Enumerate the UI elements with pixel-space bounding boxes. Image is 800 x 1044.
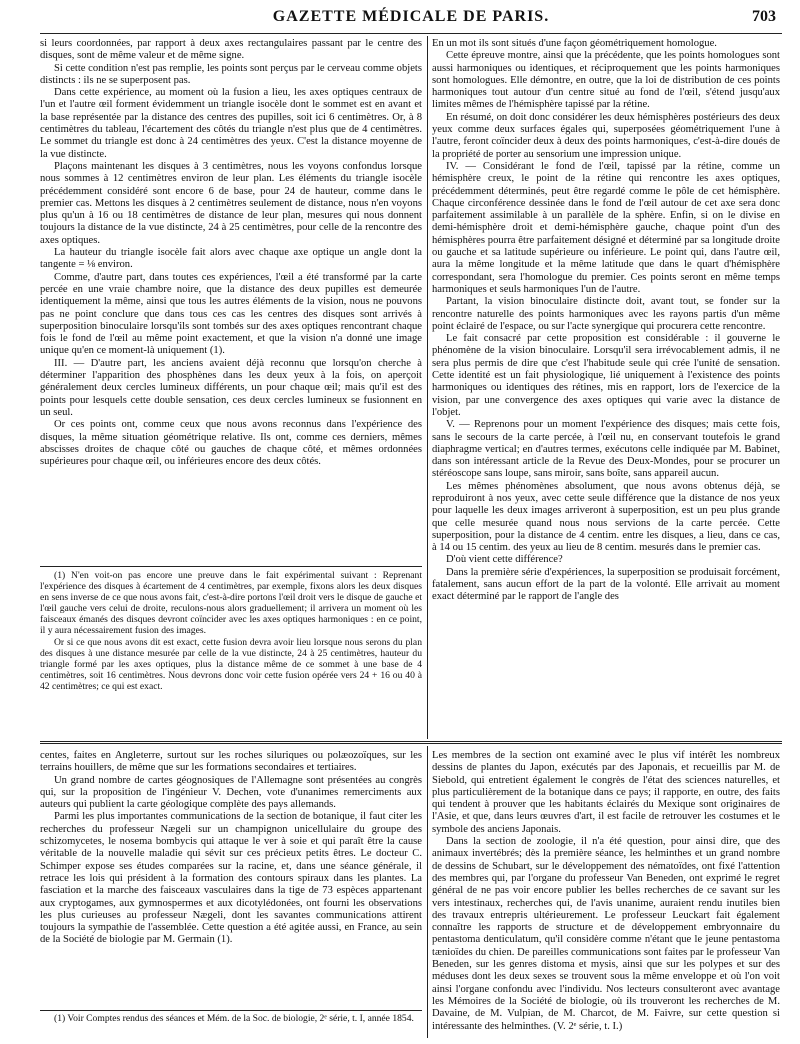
paragraph: D'où vient cette différence? — [446, 554, 563, 566]
footnote-paragraph: (1) N'en voit-on pas encore une preuve dans le fait expérimental suivant : Reprenant l'expérience des disques à écartement de 4 centimètres, par exemple, fixons alors les deux disques en sens inverse de ce que nous avons fait, c'est-à-dire portons l'œil droit vers le disque de gauche et l'œil gauche vers celui de droite, reculons-nous alors graduellement; il arrivera un moment où les faisceaux émanés des disques devront coïncider avec les axes optiques harmoniques : en ce point, il y aura nécessairement fusion des images. — [40, 570, 422, 637]
left-column-bottom — [40, 750, 422, 1005]
footnote-separator — [40, 1010, 422, 1011]
left-column-top — [40, 38, 422, 563]
paragraph: Comme, d'autre part, dans toutes ces expériences, l'œil a été transformé par la carte percée en une vraie chambre noire, que la distance des deux pupilles est demeurée identiquement la même, ainsi que tous les autres éléments de la vision, nous ne pouvons pas ne point conclure que dans tous ces cas les centres des disques sont arrivés à superposition binoculaire lorsqu'ils sont tombés sur des axes optiques rencontrant chaque fois le fond de l'œil au même point exactement, et que la vision n'a donné une image unique qu'en ce moment-là uniquement (1). — [40, 271, 422, 357]
paragraph: En résumé, on doit donc considérer les deux hémisphères postérieurs des deux yeux comme deux surfaces égales qui, superposées géométriquement l'une à l'autre, feront coïncider deux à deux des points harmoniques, c'est-à-dire doués de la propriété de porter au sensorium une impression unique. — [432, 111, 780, 160]
paragraph: Les mêmes phénomènes absolument, que nous avons obtenus déjà, se reproduiront à nos yeux, avec cette seule différence que la distance de nos yeux pour laquelle les deux images arriveront à superposition, est un peu plus grande que celle mesurée quand nous nous servions de la carte percée. Cette superposition, pour la distance de 4 centim. entre les disques, a lieu, dans ce cas, à 14 ou 15 centim. des yeux au lieu de 8 centim. mesurés dans le premier cas. — [432, 480, 780, 554]
right-column-bottom — [432, 750, 780, 1040]
paragraph: En un mot ils sont situés d'une façon géométriquement homologue. — [432, 38, 717, 49]
paragraph: Or ces points ont, comme ceux que nous avons reconnus dans l'expérience des disques, la même situation géométrique relative. Ils ont, comme ces derniers, mêmes abscisses droites de chaque côté ou gauches de chaque côté, et mêmes ordonnées supérieures pour chaque œil, ou inférieures encore des deux côtés. — [40, 419, 422, 468]
paragraph: Plaçons maintenant les disques à 3 centimètres, nous les voyons confondus lorsque nous sommes à 12 centimètres environ de leur plan. Les éléments du triangle isocèle précédemment considéré sont encore 6 de base, pour 24 de hauteur, comme dans le premier cas. Mettons les disques à 2 centimètres seulement de distance, nous n'en voyons plus qu'un à 16 ou 18 centimètres de distance de leur plan, mesures qui nous donnent toujours la distance de la vue distincte, 24 à 25 centimètres, pour celle de la rencontre des axes optiques. — [40, 160, 422, 246]
right-column-top — [432, 38, 780, 738]
paragraph: centes, faites en Angleterre, surtout sur les roches siluriques ou polæozoïques, sur les terrains houillers, de même que sur les formations secondaires et tertiaires. — [40, 750, 422, 774]
paragraph: Cette épreuve montre, ainsi que la précédente, que les points homologues sont aussi harmoniques ou identiques, et réciproquement que les points harmoniques sont homologues. Elle démontre, en outre, que la loi de distribution de ces points harmoniques tout autour d'un centre situé au fond de l'œil, s'étend jusqu'aux limites mêmes de l'hémisphère tapissé par la rétine. — [432, 50, 780, 111]
paragraph: Si cette condition n'est pas remplie, les points sont perçus par le cerveau comme objets distincts : ils ne se superposent pas. — [40, 62, 422, 86]
paragraph: Dans la première série d'expériences, la superposition se produisait forcément, fatalement, sans aucun effort de la part de la volonté. Elle arrivait au moment exact déterminé par le rapport de l'angle des — [432, 566, 780, 603]
footnote-bottom — [40, 1013, 422, 1041]
footnote-top — [40, 570, 422, 740]
paragraph: Les membres de la section ont examiné avec le plus vif intérêt les nombreux dessins de plantes du Japon, exécutés par des Japonais, et recueillis par M. de Siebold, qui entretient également le congrès de l'état des sciences naturelles, et plus particulièrement de la botanique dans ce pays; il rapporte, en outre, des faits qui tendent à prouver que les habitants éclairés du Mexique sont originaires de l'Asie, et que, dans leurs œuvres d'art, il est facile de retrouver les costumes et le symbole des anciens Japonais. — [432, 750, 780, 835]
column-divider — [427, 36, 428, 739]
footnote-paragraph: (1) Voir Comptes rendus des séances et Mém. de la Soc. de biologie, 2ᵉ série, t. I, année 1854. — [54, 1013, 414, 1024]
section-rule — [40, 741, 782, 744]
paragraph: III. — D'autre part, les anciens avaient déjà reconnu que lorsqu'on cherche à déterminer l'apparition des phosphènes dans les deux yeux à la fois, on aperçoit généralement deux cercles lumineux différents, un pour chaque œil; mais qu'il est des points pour lesquels cette double sensation, ces deux cercles lumineux se fusionnent en un seul. — [40, 357, 422, 418]
paragraph: Partant, la vision binoculaire distincte doit, avant tout, se fonder sur la rencontre naturelle des points harmoniques avec les rayons partis d'un même point éclairé de l'espace, ou sur l'acte synergique qui procurera cette rencontre. — [432, 296, 780, 332]
paragraph: Parmi les plus importantes communications de la section de botanique, il faut citer les recherches du professeur Nægeli sur un champignon unicellulaire du groupe des schizomycetes, le nosema bombycis qui attaque le ver à soie et qui paraît être la cause véritable de la nouvelle maladie qui sévit sur ces précieux petits êtres. Le docteur C. Schimper expose ses études comparées sur la racine, et, dans une séance générale, il retrace les lois qui président à la formation des contours spiraux dans les plantes. La fasciation et la marche des faisceaux vasculaires dans la tige de 73 espèces appartenant aux cryptogames, aux gymnospermes et aux dicotylédonées, ont fourni les observations les plus curieuses au professeur Nægeli, dont les savantes communications attirent toujours la sympathie de l'assemblée. Cette question a été agitée aussi, en France, au sein de la Société de biologie par M. Germain (1). — [40, 811, 422, 946]
journal-title: GAZETTE MÉDICALE DE PARIS. — [272, 8, 550, 25]
paragraph: Dans la section de zoologie, il n'a été question, pour ainsi dire, que des animaux invertébrés; dès la première séance, les helminthes et un grand nombre de dessins de Schubart, sur le développement des nématoïdes, ont fixé l'attention des membres qui, par l'organe du professeur Van Beneden, ont exprimé le regret général de ne pas voir encore publier les belles recherches de ce savant sur les vers intestinaux, recherches qui, de l'avis unanime, auraient rendu inutiles bien des travaux entrepris ultérieurement. Le professeur Leuckart fait également connaître les rapports de structure et de développement embryonnaire du pentastoma denticulatum, qu'il considère comme n'étant que le jeune pentastoma tænioïdes du chien. De pareilles communications sont faites par le professeur Van Beneden, sur les genres distoma et mysis, ainsi que sur les polypes et sur des méduses dont les deux sexes se trouvent sous la même enveloppe et où l'on voit ainsi l'organe confondu avec l'individu. Nos lecteurs consulteront avec avantage les Mémoires de la Société de biologie, où ils trouveront les recherches de M. Davaine, de M. Vulpian, de M. Charcot, de M. Faivre, sur cette question si intéressante des helminthes. (V. 2ᵉ série, t. I.) — [432, 836, 780, 1032]
paragraph: La hauteur du triangle isocèle fait alors avec chaque axe optique un angle dont la tangente = ⅛ environ. — [40, 247, 422, 271]
column-divider — [427, 746, 428, 1038]
footnote-paragraph: Or si ce que nous avons dit est exact, cette fusion devra avoir lieu lorsque nous serons du plan des disques à une distance mesurée par celle de la vue distincte, 24 à 25 centimètres, hauteur du triangle formé par les axes optiques, plus la distance même de ce sommet à une base de 4 centimètres, soit 16 centimètres. Nous devrons donc voir cette fusion opérée vers 24 + 16 ou 40 à 42 centimètres; ce qui est exact. — [40, 636, 422, 692]
paragraph: IV. — Considérant le fond de l'œil, tapissé par la rétine, comme un hémisphère creux, le point de la rétine qui rencontre les axes optiques, précédemment déterminés, peut être regardé comme le pôle de cet hémisphère. Chaque circonférence dessinée dans le fond de l'œil autour de cet axe sera donc parfaitement assimilable à un parallèle de la sphère. Enfin, si on le divise en demi-hémisphère droit et demi-hémisphère gauche, chaque point d'un des hémisphères pourra être parfaitement désigné et déterminé par sa longitude droite ou gauche et sa latitude supérieure ou inférieure. Le point qui, dans l'autre œil, aura la même longitude et la même latitude que dans le quart d'hémisphère correspondant, sera l'homologue du premier. Ces points seront en même temps harmoniques et seuls harmoniques l'un de l'autre. — [432, 160, 780, 295]
page-header — [40, 8, 782, 30]
paragraph: V. — Reprenons pour un moment l'expérience des disques; mais cette fois, sans le secours de la carte percée, à l'œil nu, en conservant toutefois le grand diaphragme vertical; en d'autres termes, exécutons celle indiquée par M. Babinet, dans son intéressant article de la Revue des Deux-Mondes, pour se procurer un stéréoscope sans loupe, sans miroir, sans boîte, sans appareil aucun. — [432, 419, 780, 480]
page-number: 703 — [752, 8, 776, 25]
paragraph: Un grand nombre de cartes géognosiques de l'Allemagne sont présentées au congrès qui, sur la proposition de l'ingénieur V. Dechen, vote d'unanimes remerciments aux auteurs qui publient la carte géologique complète des pays allemands. — [40, 774, 422, 811]
header-rule — [40, 33, 782, 34]
paragraph: Dans cette expérience, au moment où la fusion a lieu, les axes optiques centraux de l'un et l'autre œil forment évidemment un triangle isocèle dont le sommet est en avant et la base représentée par la distance des centres des pupilles, soit ici 6 centimètres. Or, à 8 centimètres du tableau, l'écartement des côtés du triangle n'est plus que de 4 centimètres. Le sommet du triangle est donc à 24 centimètres des yeux. C'est la distance moyenne de la vue distincte. — [40, 87, 422, 160]
paragraph: Le fait consacré par cette proposition est considérable : il gouverne le phénomène de la vision binoculaire. Lorsqu'il sera irrévocablement admis, il ne sera plus permis de dire que c'est l'habitude seule qui crée l'unité de sensation. Cette identité est un fait physiologique, lié uniquement à l'existence des points harmoniques ou identiques des rétines, mis en rapport, lors de l'exercice de la vision, par une convergence des axes optiques qui varie avec la distance de l'objet. — [432, 333, 780, 418]
paragraph: si leurs coordonnées, par rapport à deux axes rectangulaires passant par le centre des disques, sont de même valeur et de même signe. — [40, 38, 422, 62]
footnote-separator — [40, 566, 422, 567]
